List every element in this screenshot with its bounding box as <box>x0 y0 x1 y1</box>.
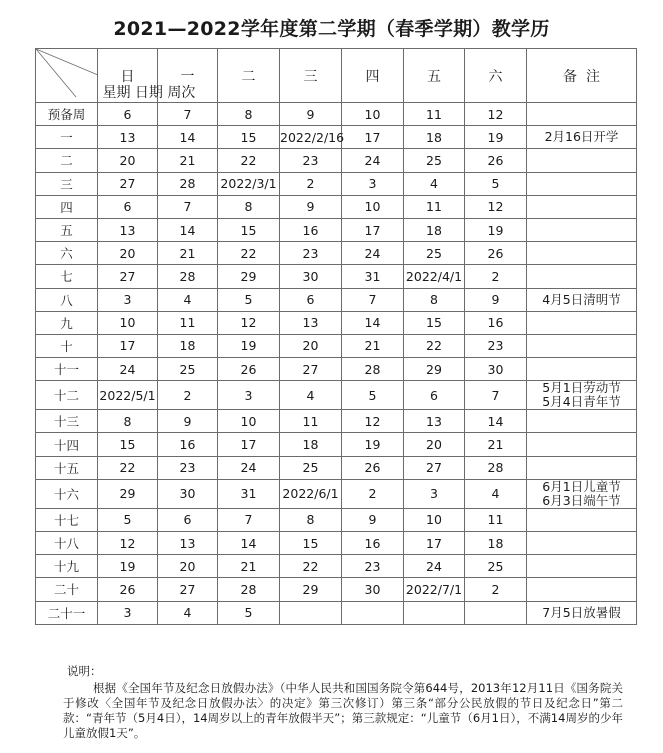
remark-cell <box>527 334 637 357</box>
corner-header-cell <box>36 49 196 103</box>
date-cell: 6 <box>158 508 218 531</box>
date-cell: 21 <box>342 334 404 357</box>
date-cell: 12 <box>342 410 404 433</box>
date-cell: 12 <box>98 532 158 555</box>
date-cell: 21 <box>218 555 280 578</box>
remark-line: 7月5日放暑假 <box>542 604 621 620</box>
date-cell: 6 <box>98 103 158 126</box>
date-cell: 24 <box>404 555 465 578</box>
remark-cell <box>527 601 637 624</box>
date-cell: 13 <box>280 311 342 334</box>
date-cell: 21 <box>465 433 527 456</box>
date-cell: 27 <box>98 172 158 195</box>
week-number-cell: 十一 <box>36 358 98 381</box>
date-cell: 23 <box>465 334 527 357</box>
remark-line: 2月16日开学 <box>544 129 619 145</box>
date-cell: 14 <box>158 126 218 149</box>
date-cell: 29 <box>280 578 342 601</box>
date-cell: 15 <box>404 311 465 334</box>
week-row <box>36 149 637 172</box>
date-cell: 6 <box>98 195 158 218</box>
date-cell: 13 <box>158 532 218 555</box>
week-number-cell: 十三 <box>36 410 98 433</box>
date-cell: 2022/2/16 <box>280 126 342 149</box>
date-cell: 8 <box>404 288 465 311</box>
header-tuesday: 二 <box>218 49 280 103</box>
date-cell: 26 <box>342 456 404 479</box>
date-cell: 23 <box>342 555 404 578</box>
remark-cell <box>527 479 637 508</box>
date-cell: 7 <box>158 195 218 218</box>
date-cell: 7 <box>218 508 280 531</box>
date-cell: 9 <box>465 288 527 311</box>
remark-cell <box>527 311 637 334</box>
date-cell: 21 <box>158 242 218 265</box>
date-cell: 28 <box>158 172 218 195</box>
week-row <box>36 433 637 456</box>
header-sunday: 日 <box>98 49 158 103</box>
date-cell: 5 <box>342 381 404 410</box>
date-cell: 23 <box>280 149 342 172</box>
date-cell: 2022/4/1 <box>404 265 465 288</box>
date-cell: 3 <box>98 288 158 311</box>
date-cell: 22 <box>218 149 280 172</box>
week-row <box>36 242 637 265</box>
week-row <box>36 578 637 601</box>
date-cell: 19 <box>342 433 404 456</box>
date-cell: 31 <box>342 265 404 288</box>
date-cell: 11 <box>404 195 465 218</box>
date-cell: 16 <box>465 311 527 334</box>
date-cell: 10 <box>342 103 404 126</box>
date-cell: 11 <box>465 508 527 531</box>
date-cell: 14 <box>342 311 404 334</box>
date-cell: 31 <box>218 479 280 508</box>
date-cell: 15 <box>280 532 342 555</box>
weekday-corner-label: 星期 <box>102 85 131 101</box>
date-cell: 27 <box>404 456 465 479</box>
date-cell: 7 <box>158 103 218 126</box>
page-title: 2021—2022学年度第二学期（春季学期）教学历 <box>113 18 550 40</box>
remark-cell <box>527 410 637 433</box>
remark-line: 5月4日青年节 <box>542 394 621 410</box>
date-cell: 29 <box>218 265 280 288</box>
date-cell: 26 <box>98 578 158 601</box>
week-row <box>36 601 637 624</box>
date-cell: 15 <box>218 218 280 241</box>
remark-cell <box>527 126 637 149</box>
date-cell: 3 <box>98 601 158 624</box>
date-cell: 24 <box>218 456 280 479</box>
date-cell: 25 <box>280 456 342 479</box>
date-cell: 7 <box>342 288 404 311</box>
remark-cell <box>527 578 637 601</box>
date-cell: 8 <box>98 410 158 433</box>
remark-cell <box>527 195 637 218</box>
week-number-cell: 五 <box>36 218 98 241</box>
date-corner-label: 日期 <box>134 85 163 101</box>
date-cell: 20 <box>158 555 218 578</box>
date-cell: 25 <box>465 555 527 578</box>
date-cell: 17 <box>218 433 280 456</box>
date-cell: 25 <box>158 358 218 381</box>
date-cell: 13 <box>98 218 158 241</box>
date-cell: 16 <box>158 433 218 456</box>
date-cell: 9 <box>342 508 404 531</box>
date-cell: 3 <box>404 479 465 508</box>
date-cell: 5 <box>465 172 527 195</box>
week-number-cell: 六 <box>36 242 98 265</box>
date-cell: 28 <box>342 358 404 381</box>
calendar-body <box>36 103 637 625</box>
date-cell: 24 <box>98 358 158 381</box>
header-thursday: 四 <box>342 49 404 103</box>
date-cell: 21 <box>158 149 218 172</box>
week-row <box>36 288 637 311</box>
remark-line: 4月5日清明节 <box>542 291 621 307</box>
week-row <box>36 358 637 381</box>
week-number-cell: 三 <box>36 172 98 195</box>
remark-cell <box>527 381 637 410</box>
date-cell: 17 <box>342 218 404 241</box>
date-cell: 20 <box>280 334 342 357</box>
date-cell: 14 <box>465 410 527 433</box>
date-cell: 18 <box>465 532 527 555</box>
date-cell: 27 <box>98 265 158 288</box>
date-cell: 29 <box>404 358 465 381</box>
date-cell: 19 <box>465 126 527 149</box>
date-cell: 2022/5/1 <box>98 381 158 410</box>
date-cell: 10 <box>218 410 280 433</box>
date-cell: 2 <box>158 381 218 410</box>
week-number-cell: 十二 <box>36 381 98 410</box>
date-cell: 17 <box>342 126 404 149</box>
date-cell: 22 <box>404 334 465 357</box>
date-cell: 18 <box>404 218 465 241</box>
week-number-cell: 七 <box>36 265 98 288</box>
date-cell: 4 <box>465 479 527 508</box>
date-cell: 5 <box>218 601 280 624</box>
date-cell: 16 <box>342 532 404 555</box>
remark-line: 6月3日端午节 <box>542 492 621 508</box>
header-remarks: 备 注 <box>527 49 637 103</box>
date-cell: 18 <box>280 433 342 456</box>
date-cell: 13 <box>404 410 465 433</box>
date-cell: 5 <box>98 508 158 531</box>
week-row <box>36 218 637 241</box>
week-number-cell: 八 <box>36 288 98 311</box>
date-cell: 15 <box>98 433 158 456</box>
remark-cell <box>527 508 637 531</box>
remark-cell <box>527 288 637 311</box>
date-cell: 7 <box>465 381 527 410</box>
date-cell: 9 <box>158 410 218 433</box>
week-row <box>36 508 637 531</box>
date-cell: 12 <box>465 103 527 126</box>
date-cell <box>280 601 342 624</box>
date-cell: 8 <box>218 103 280 126</box>
header-wednesday: 三 <box>280 49 342 103</box>
week-number-cell: 十四 <box>36 433 98 456</box>
date-cell: 8 <box>218 195 280 218</box>
date-cell: 19 <box>465 218 527 241</box>
week-number-cell: 四 <box>36 195 98 218</box>
date-cell: 10 <box>98 311 158 334</box>
remark-line: 5月1日劳动节 <box>542 380 621 396</box>
remark-cell <box>527 532 637 555</box>
date-cell: 2 <box>280 172 342 195</box>
week-row <box>36 555 637 578</box>
date-cell: 3 <box>218 381 280 410</box>
date-cell: 28 <box>158 265 218 288</box>
date-cell: 2 <box>342 479 404 508</box>
remark-cell <box>527 555 637 578</box>
date-cell <box>342 601 404 624</box>
date-cell: 14 <box>158 218 218 241</box>
date-cell: 11 <box>404 103 465 126</box>
date-cell: 16 <box>280 218 342 241</box>
header-monday: 一 <box>158 49 218 103</box>
notes-body: 根据《全国年节及纪念日放假办法》（中华人民共和国国务院令第644号，2013年12月11日《国务院关于修改〈全国年节及纪念日放假办法〉的决定》第三次修订）第三条“部分公民放假的节日及纪念日”第二款：“青年节（5月4日），14周岁以上的青年放假半天”；第三款规定：“儿童节（6月1日），不满14周岁的少年儿童放假1天”。 <box>63 681 623 740</box>
date-cell: 10 <box>342 195 404 218</box>
date-cell: 22 <box>218 242 280 265</box>
date-cell: 17 <box>404 532 465 555</box>
week-number-cell: 一 <box>36 126 98 149</box>
date-cell: 26 <box>465 242 527 265</box>
date-cell: 11 <box>280 410 342 433</box>
week-number-cell: 十七 <box>36 508 98 531</box>
week-row <box>36 479 637 508</box>
week-row <box>36 410 637 433</box>
week-row <box>36 195 637 218</box>
week-row <box>36 532 637 555</box>
week-number-cell: 预备周 <box>36 103 98 126</box>
remark-cell <box>527 265 637 288</box>
date-cell: 23 <box>280 242 342 265</box>
date-cell: 2022/6/1 <box>280 479 342 508</box>
teaching-calendar-table <box>35 48 637 625</box>
date-cell: 2022/7/1 <box>404 578 465 601</box>
date-cell: 4 <box>158 288 218 311</box>
date-cell: 24 <box>342 149 404 172</box>
notes-section <box>63 664 623 741</box>
week-number-cell: 十 <box>36 334 98 357</box>
remark-cell <box>527 242 637 265</box>
remark-cell <box>527 149 637 172</box>
week-row <box>36 103 637 126</box>
week-number-cell: 二 <box>36 149 98 172</box>
date-cell: 15 <box>218 126 280 149</box>
header-row <box>36 49 637 103</box>
week-number-cell: 十六 <box>36 479 98 508</box>
week-number-cell: 十五 <box>36 456 98 479</box>
week-row <box>36 456 637 479</box>
date-cell <box>404 601 465 624</box>
date-cell: 4 <box>280 381 342 410</box>
remark-cell <box>527 358 637 381</box>
date-cell: 12 <box>465 195 527 218</box>
week-number-cell: 十八 <box>36 532 98 555</box>
week-corner-label: 周次 <box>167 85 196 101</box>
header-saturday: 六 <box>465 49 527 103</box>
week-row <box>36 381 637 410</box>
notes-label: 说明： <box>67 664 102 678</box>
date-cell: 25 <box>404 149 465 172</box>
remark-line: 6月1日儿童节 <box>542 478 621 494</box>
date-cell: 19 <box>218 334 280 357</box>
date-cell: 30 <box>465 358 527 381</box>
week-number-cell: 十九 <box>36 555 98 578</box>
week-row <box>36 126 637 149</box>
week-number-cell: 二十 <box>36 578 98 601</box>
date-cell: 18 <box>404 126 465 149</box>
date-cell: 17 <box>98 334 158 357</box>
date-cell: 4 <box>158 601 218 624</box>
date-cell: 12 <box>218 311 280 334</box>
date-cell: 4 <box>404 172 465 195</box>
date-cell: 27 <box>158 578 218 601</box>
remark-cell <box>527 433 637 456</box>
date-cell: 18 <box>158 334 218 357</box>
diagonal-lines <box>36 49 98 97</box>
date-cell: 3 <box>342 172 404 195</box>
date-cell: 9 <box>280 103 342 126</box>
date-cell: 26 <box>465 149 527 172</box>
date-cell: 8 <box>280 508 342 531</box>
date-cell: 23 <box>158 456 218 479</box>
header-friday: 五 <box>404 49 465 103</box>
date-cell: 9 <box>280 195 342 218</box>
date-cell: 27 <box>280 358 342 381</box>
week-row <box>36 334 637 357</box>
date-cell: 11 <box>158 311 218 334</box>
date-cell: 5 <box>218 288 280 311</box>
week-row <box>36 265 637 288</box>
date-cell: 10 <box>404 508 465 531</box>
date-cell: 28 <box>465 456 527 479</box>
date-cell: 14 <box>218 532 280 555</box>
week-number-cell: 九 <box>36 311 98 334</box>
date-cell: 28 <box>218 578 280 601</box>
remark-cell <box>527 218 637 241</box>
date-cell: 2 <box>465 265 527 288</box>
date-cell: 29 <box>98 479 158 508</box>
date-cell: 20 <box>98 242 158 265</box>
week-row <box>36 172 637 195</box>
week-number-cell: 二十一 <box>36 601 98 624</box>
date-cell: 26 <box>218 358 280 381</box>
remark-cell <box>527 172 637 195</box>
remark-cell <box>527 456 637 479</box>
date-cell: 25 <box>404 242 465 265</box>
date-cell: 6 <box>404 381 465 410</box>
date-cell: 20 <box>98 149 158 172</box>
date-cell: 30 <box>280 265 342 288</box>
date-cell: 22 <box>280 555 342 578</box>
date-cell: 19 <box>98 555 158 578</box>
date-cell: 6 <box>280 288 342 311</box>
date-cell: 22 <box>98 456 158 479</box>
date-cell: 2 <box>465 578 527 601</box>
date-cell: 30 <box>342 578 404 601</box>
date-cell: 30 <box>158 479 218 508</box>
date-cell: 20 <box>404 433 465 456</box>
date-cell: 2022/3/1 <box>218 172 280 195</box>
remark-cell <box>527 103 637 126</box>
date-cell <box>465 601 527 624</box>
week-row <box>36 311 637 334</box>
date-cell: 24 <box>342 242 404 265</box>
date-cell: 13 <box>98 126 158 149</box>
